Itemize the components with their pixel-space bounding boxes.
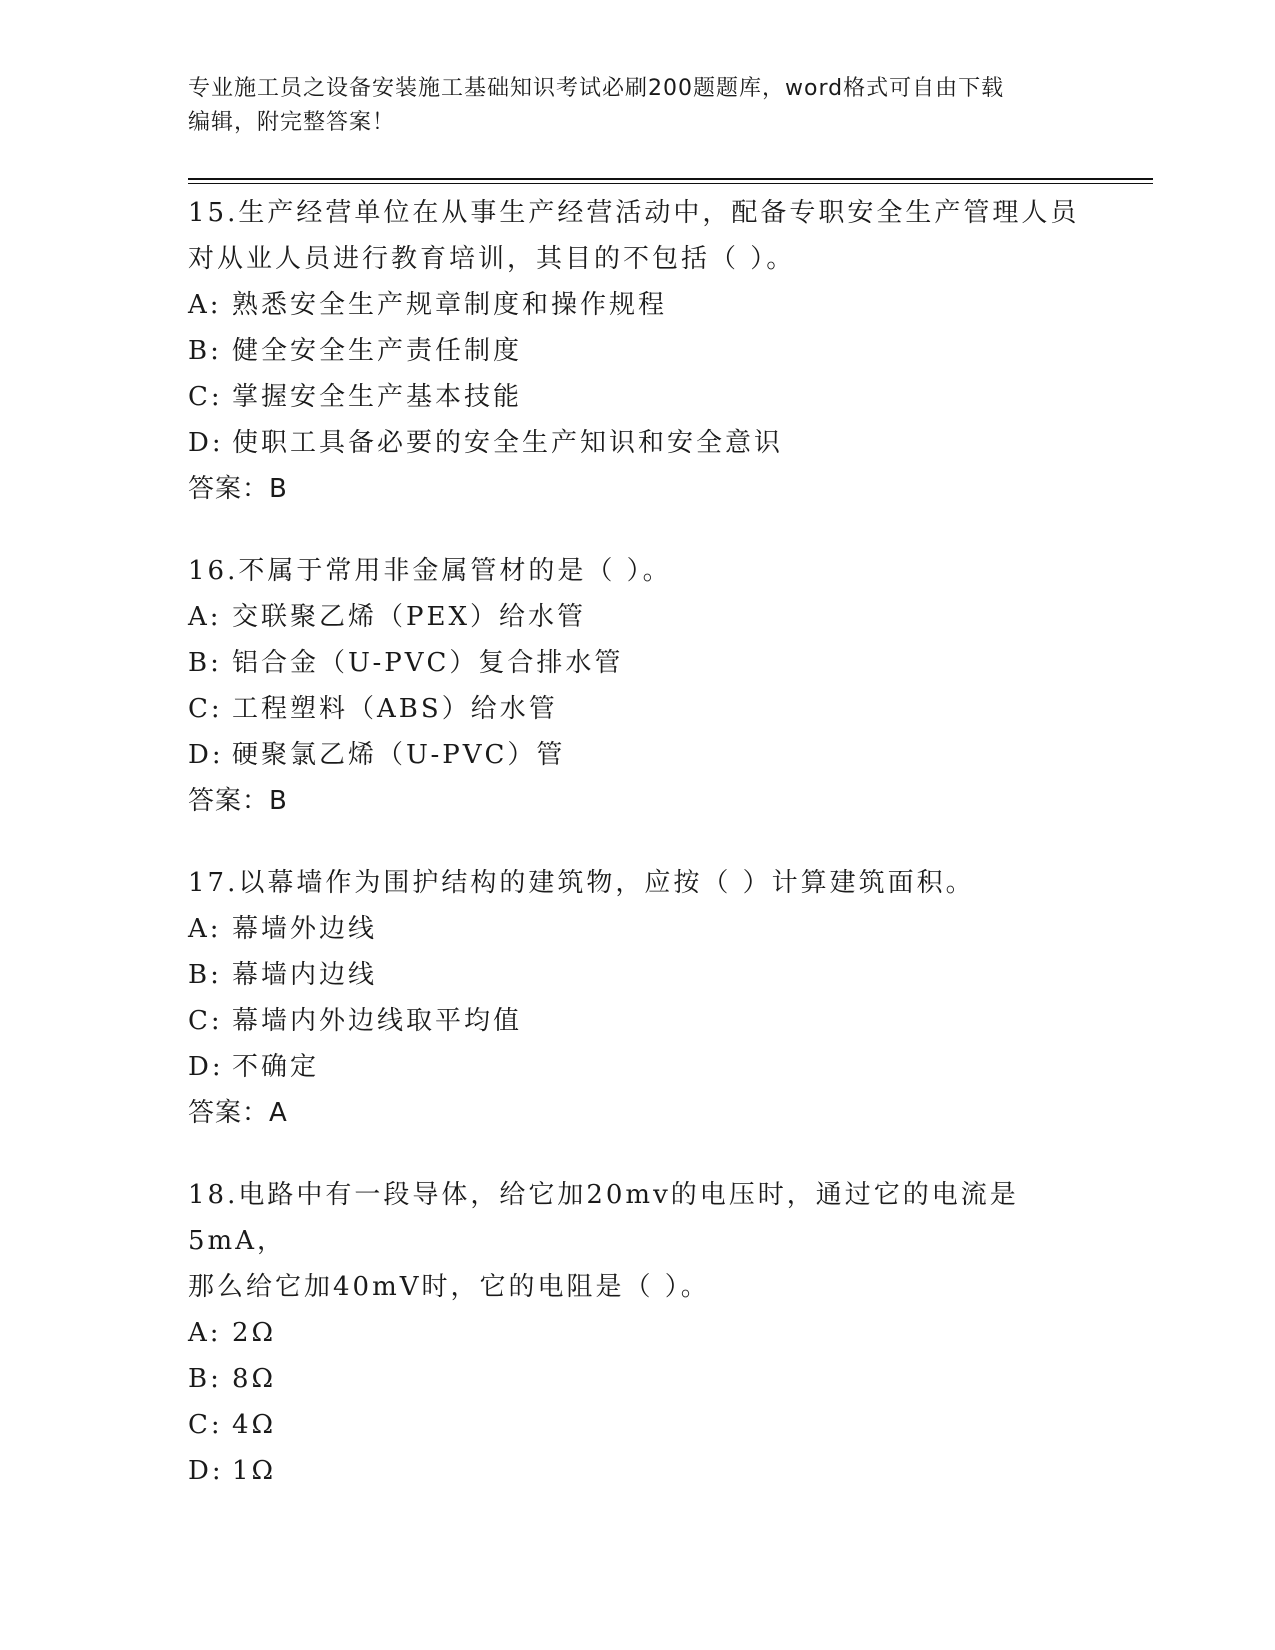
option-text: 幕墙内边线	[232, 960, 378, 990]
option-b	[188, 640, 1088, 686]
option-c	[188, 998, 1088, 1044]
option-letter: D:	[188, 740, 224, 770]
option-c	[188, 374, 1088, 420]
question-stem-line: 18.电路中有一段导体，给它加20mv的电压时，通过它的电流是5mA，	[188, 1180, 1019, 1256]
option-letter: B:	[188, 1364, 222, 1394]
header-divider-thick	[188, 178, 1153, 180]
option-letter: A:	[188, 290, 222, 320]
option-d	[188, 1448, 1088, 1494]
option-text: 1Ω	[232, 1456, 277, 1486]
option-b	[188, 1356, 1088, 1402]
option-text: 硬聚氯乙烯（U-PVC）管	[232, 740, 566, 770]
question-16	[188, 548, 1088, 824]
question-stem-line: 15.生产经营单位在从事生产经营活动中，配备专职安全生产管理人员	[188, 198, 1080, 228]
option-text: 不确定	[232, 1052, 320, 1082]
option-d	[188, 1044, 1088, 1090]
option-letter: C:	[188, 1410, 223, 1440]
option-text: 工程塑料（ABS）给水管	[232, 694, 558, 724]
answer-line: 答案：A	[188, 1098, 288, 1128]
option-letter: C:	[188, 1006, 223, 1036]
option-letter: A:	[188, 914, 222, 944]
option-letter: A:	[188, 1318, 222, 1348]
option-c	[188, 1402, 1088, 1448]
option-b	[188, 328, 1088, 374]
option-text: 健全安全生产责任制度	[232, 336, 523, 366]
option-d	[188, 732, 1088, 778]
option-letter: B:	[188, 960, 222, 990]
option-letter: B:	[188, 648, 222, 678]
question-18	[188, 1172, 1088, 1494]
option-a	[188, 1310, 1088, 1356]
option-text: 交联聚乙烯（PEX）给水管	[232, 602, 586, 632]
option-text: 熟悉安全生产规章制度和操作规程	[232, 290, 668, 320]
answer-line: 答案：B	[188, 786, 288, 816]
question-stem-line: 对从业人员进行教育培训，其目的不包括（ ）。	[188, 244, 796, 274]
question-17	[188, 860, 1088, 1136]
header-line-1: 专业施工员之设备安装施工基础知识考试必刷200题题库，word格式可自由下载	[188, 76, 1005, 101]
question-stem-line: 16.不属于常用非金属管材的是（ ）。	[188, 556, 672, 586]
option-b	[188, 952, 1088, 998]
document-header	[188, 72, 1068, 140]
option-letter: A:	[188, 602, 222, 632]
answer-line: 答案：B	[188, 474, 288, 504]
option-text: 使职工具备必要的安全生产知识和安全意识	[232, 428, 784, 458]
option-text: 幕墙内外边线取平均值	[232, 1006, 523, 1036]
option-c	[188, 686, 1088, 732]
question-stem-line: 17.以幕墙作为围护结构的建筑物，应按（ ）计算建筑面积。	[188, 868, 975, 898]
question-list	[188, 190, 1088, 1530]
question-15	[188, 190, 1088, 512]
option-a	[188, 282, 1088, 328]
header-divider-thin	[188, 183, 1153, 184]
option-text: 掌握安全生产基本技能	[232, 382, 523, 412]
header-line-2: 编辑，附完整答案！	[188, 110, 396, 135]
option-letter: C:	[188, 694, 223, 724]
option-letter: B:	[188, 336, 222, 366]
option-letter: D:	[188, 1456, 224, 1486]
option-text: 幕墙外边线	[232, 914, 378, 944]
option-text: 2Ω	[232, 1318, 277, 1348]
option-text: 4Ω	[232, 1410, 277, 1440]
option-letter: D:	[188, 428, 224, 458]
option-a	[188, 906, 1088, 952]
option-a	[188, 594, 1088, 640]
option-text: 铝合金（U-PVC）复合排水管	[232, 648, 624, 678]
question-stem-line: 那么给它加40mV时，它的电阻是（ ）。	[188, 1272, 710, 1302]
option-letter: C:	[188, 382, 223, 412]
option-letter: D:	[188, 1052, 224, 1082]
option-d	[188, 420, 1088, 466]
option-text: 8Ω	[232, 1364, 277, 1394]
